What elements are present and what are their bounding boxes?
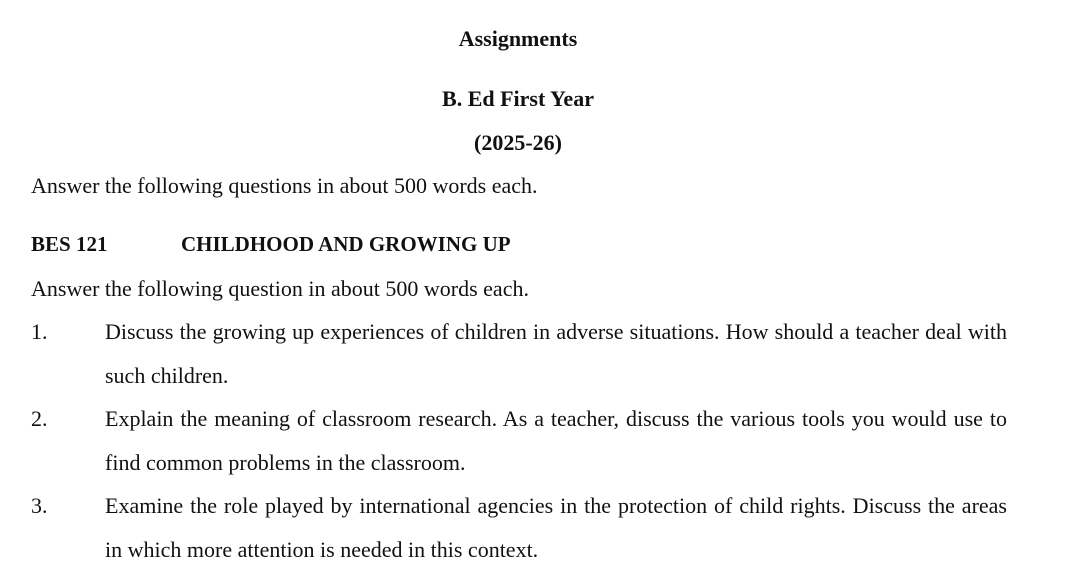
program-subtitle: B. Ed First Year (442, 86, 594, 111)
question-text: Explain the meaning of classroom research. As a teacher, discuss the various tools you would use to find common problems in the classroom. (105, 406, 1007, 475)
course-heading (31, 231, 511, 257)
question-text: Discuss the growing up experiences of children in adverse situations. How should a teacher deal with such children. (105, 319, 1007, 388)
session-year: (2025-26) (474, 130, 562, 155)
course-code: BES 121 (31, 232, 108, 256)
course-name: CHILDHOOD AND GROWING UP (181, 232, 511, 256)
course-instruction: Answer the following question in about 500 words each. (31, 276, 529, 301)
general-instruction: Answer the following questions in about 500 words each. (31, 173, 538, 198)
question-number: 3. (31, 493, 48, 518)
question-number: 2. (31, 406, 48, 431)
document-title: Assignments (458, 26, 578, 51)
question-text: Examine the role played by international agencies in the protection of child rights. Discuss the areas in which more attention is needed in this context. (105, 493, 1007, 562)
question-number: 1. (31, 319, 48, 344)
